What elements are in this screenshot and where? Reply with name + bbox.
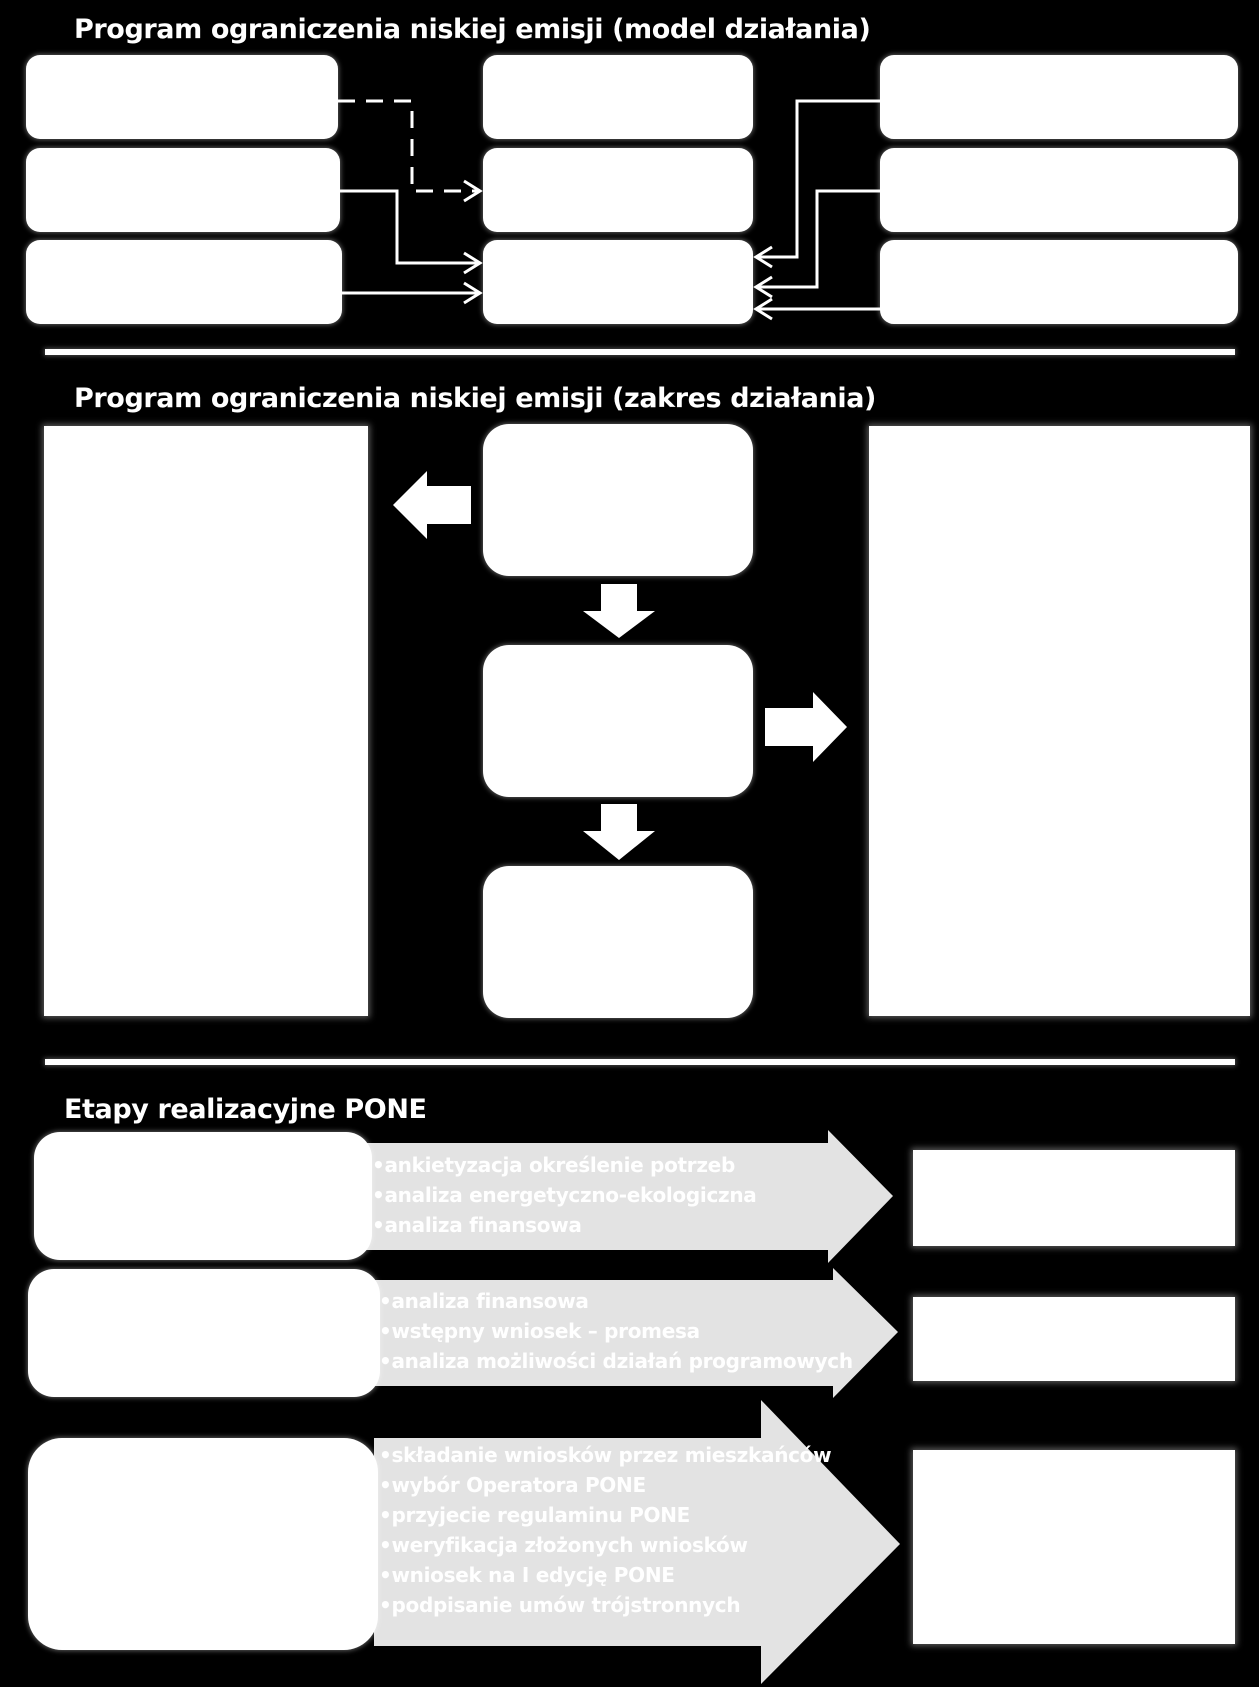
stage-1-item: • ankietyzacja określenie potrzeb — [372, 1150, 756, 1180]
stage-3-item: • składanie wniosków przez mieszkańców — [379, 1440, 831, 1470]
stage-2-item: • wstępny wniosek – promesa — [379, 1316, 853, 1346]
stage-3-list — [379, 1440, 831, 1620]
stage-1-item: • analiza energetyczno-ekologiczna — [372, 1180, 756, 1210]
stage-box-3 — [28, 1438, 378, 1650]
stage-result-box-2 — [913, 1297, 1235, 1381]
stage-3-item: • wniosek na I edycję PONE — [379, 1560, 831, 1590]
stage-2-item: • analiza finansowa — [379, 1286, 853, 1316]
stage-3-item: • wybór Operatora PONE — [379, 1470, 831, 1500]
stage-3-item: • podpisanie umów trójstronnych — [379, 1590, 831, 1620]
stage-1-list — [372, 1150, 756, 1240]
scope-section-title: Program ograniczenia niskiej emisji (zakres działania) — [74, 383, 876, 414]
stage-2-item: • analiza możliwości działań programowych — [379, 1346, 853, 1376]
model-section-title: Program ograniczenia niskiej emisji (model działania) — [74, 14, 871, 45]
stage-box-1 — [34, 1132, 372, 1260]
stage-2-list — [379, 1286, 853, 1376]
stage-3-item: • weryfikacja złożonych wniosków — [379, 1530, 831, 1560]
stages-section-title: Etapy realizacyjne PONE — [64, 1094, 427, 1125]
stage-result-box-1 — [913, 1150, 1235, 1246]
stage-result-box-3 — [913, 1450, 1235, 1644]
stage-1-item: • analiza finansowa — [372, 1210, 756, 1240]
stage-box-2 — [28, 1269, 380, 1397]
stage-3-item: • przyjecie regulaminu PONE — [379, 1500, 831, 1530]
